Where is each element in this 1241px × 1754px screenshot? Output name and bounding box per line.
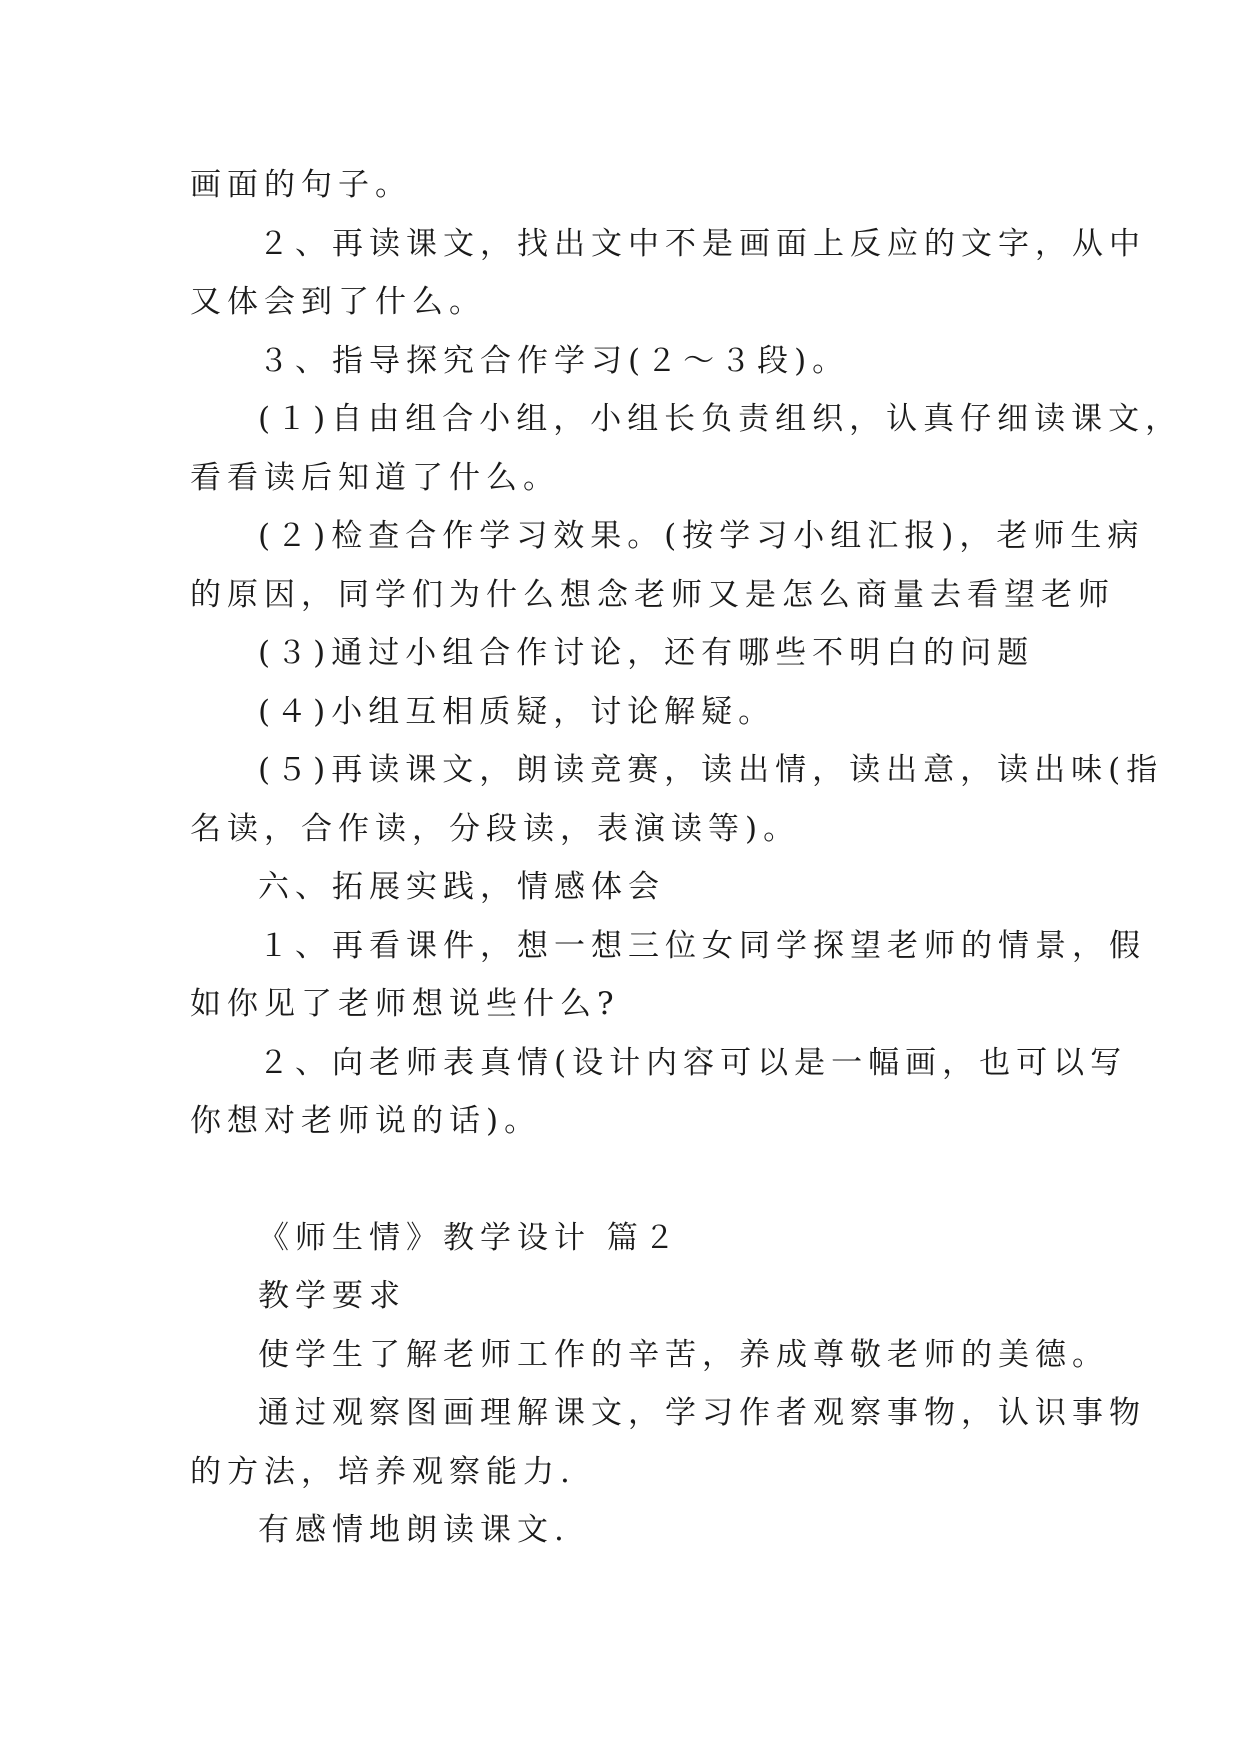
text-line: 你想对老师说的话)。 — [190, 1103, 542, 1139]
text-line: 又体会到了什么。 — [190, 284, 486, 320]
text-line: 如你见了老师想说些什么? — [190, 986, 620, 1022]
text-line: 的原因，同学们为什么想念老师又是怎么商量去看望老师 — [190, 577, 1115, 613]
text-line: ３、指导探究合作学习(２～３段)。 — [258, 343, 850, 379]
text-line: ２、再读课文，找出文中不是画面上反应的文字，从中 — [258, 226, 1146, 262]
text-line: 看看读后知道了什么。 — [190, 460, 560, 496]
text-line: ２、向老师表真情(设计内容可以是一幅画，也可以写 — [258, 1045, 1128, 1081]
text-line: (２)检查合作学习效果。(按学习小组汇报)，老师生病 — [258, 518, 1145, 554]
section-heading: 六、拓展实践，情感体会 — [258, 869, 665, 905]
document-title: 《师生情》教学设计 篇２ — [258, 1220, 681, 1256]
text-line: １、再看课件，想一想三位女同学探望老师的情景，假 — [258, 928, 1146, 964]
text-line: 有感情地朗读课文. — [258, 1512, 570, 1548]
text-line: 的方法，培养观察能力. — [190, 1454, 576, 1490]
text-line: 画面的句子。 — [190, 167, 412, 203]
text-line: (４)小组互相质疑，讨论解疑。 — [258, 694, 776, 730]
section-heading: 教学要求 — [258, 1278, 406, 1314]
text-line: 名读，合作读，分段读，表演读等)。 — [190, 811, 801, 847]
text-line: (３)通过小组合作讨论，还有哪些不明白的问题 — [258, 635, 1035, 671]
text-line: (１)自由组合小组，小组长负责组织，认真仔细读课文， — [258, 401, 1183, 437]
text-line: 使学生了解老师工作的辛苦，养成尊敬老师的美德。 — [258, 1337, 1109, 1373]
text-line: (５)再读课文，朗读竞赛，读出情，读出意，读出味(指 — [258, 752, 1164, 788]
text-line: 通过观察图画理解课文，学习作者观察事物，认识事物 — [258, 1395, 1146, 1431]
